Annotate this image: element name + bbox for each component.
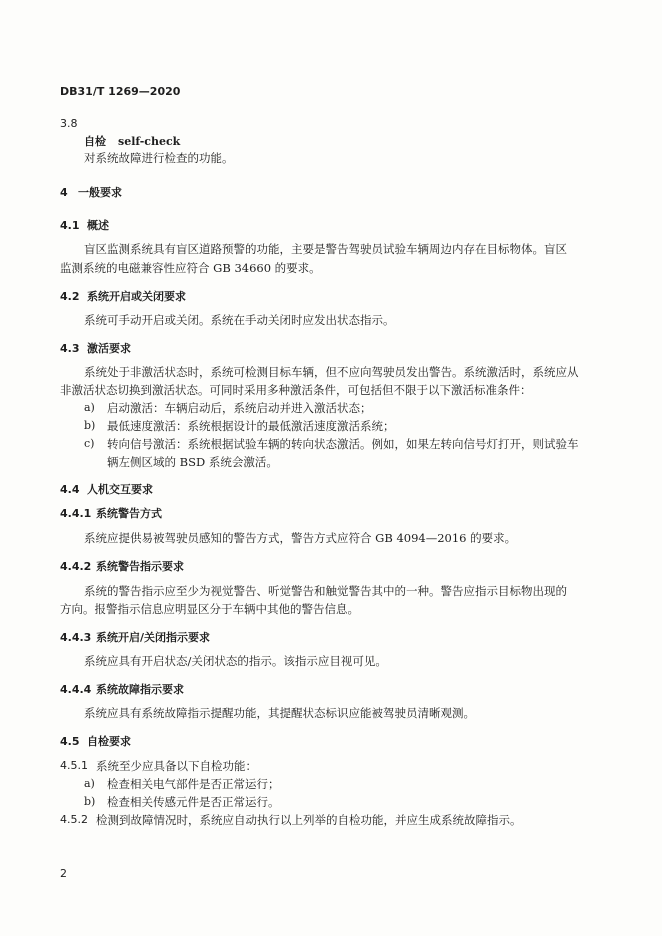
paragraph-line: 方向。报警指示信息应明显区分于车辆中其他的警告信息。 (60, 602, 359, 616)
paragraph-line: 系统至少应具备以下自检功能： (96, 759, 257, 773)
page-number: 2 (60, 867, 67, 880)
list-label: c) (84, 437, 95, 450)
list-label: b) (84, 795, 96, 808)
section-title: 系统警告指示要求 (96, 560, 184, 573)
paragraph-line: 非激活状态切换到激活状态。可同时采用多种激活条件，可包括但不限于以下激活标准条件： (60, 383, 532, 397)
list-item-text: 启动激活：车辆启动后，系统启动并进入激活状态； (107, 401, 372, 415)
section-number: 4.5 (60, 735, 80, 748)
list-item-text: 最低速度激活：系统根据设计的最低激活速度激活系统； (107, 419, 395, 433)
paragraph-line: 盲区监测系统具有盲区道路预警的功能，主要是警告驾驶员试验车辆周边内存在目标物体。盲区 (84, 242, 567, 256)
list-label: a) (84, 777, 95, 790)
section-number: 4.4.3 (60, 631, 92, 644)
clause-number: 4.5.1 (60, 759, 88, 772)
list-label: b) (84, 419, 96, 432)
section-title: 系统故障指示要求 (96, 683, 184, 696)
term-chinese: 自检 (84, 135, 106, 148)
paragraph-line: 系统的警告指示应至少为视觉警告、听觉警告和触觉警告其中的一种。警告应指示目标物出现的 (84, 584, 567, 598)
section-title: 人机交互要求 (87, 483, 153, 496)
section-title: 系统开启或关闭要求 (87, 290, 186, 303)
clause-number: 4.5.2 (60, 813, 88, 826)
paragraph-line: 系统可手动开启或关闭。系统在手动关闭时应发出状态指示。 (84, 313, 395, 327)
paragraph-line: 系统处于非激活状态时，系统可检测目标车辆，但不应向驾驶员发出警告。系统激活时，系统应从 (84, 365, 579, 379)
paragraph-line: 系统应具有系统故障指示提醒功能，其提醒状态标识应能被驾驶员清晰观测。 (84, 706, 475, 720)
section-number: 4.3 (60, 342, 80, 355)
section-number: 4 (60, 186, 68, 199)
paragraph-line: 系统应提供易被驾驶员感知的警告方式，警告方式应符合 GB 4094—2016 的要求。 (84, 531, 517, 545)
term-english: self-check (118, 135, 181, 148)
section-title: 激活要求 (87, 342, 131, 355)
section-number: 4.2 (60, 290, 80, 303)
section-title: 系统警告方式 (96, 507, 162, 520)
list-item-text: 转向信号激活：系统根据试验车辆的转向状态激活。例如，如果左转向信号灯打开，则试验车 (107, 437, 579, 451)
section-title: 自检要求 (87, 735, 131, 748)
section-number: 4.4.1 (60, 507, 92, 520)
section-number: 4.1 (60, 219, 80, 232)
paragraph-line: 检测到故障情况时，系统应自动执行以上列举的自检功能，并应生成系统故障指示。 (96, 813, 522, 827)
term-definition: 对系统故障进行检查的功能。 (84, 151, 234, 165)
section-number: 4.4.2 (60, 560, 92, 573)
list-item-text-continued: 辆左侧区域的 BSD 系统会激活。 (107, 455, 278, 469)
section-title: 系统开启/关闭指示要求 (96, 631, 211, 644)
list-label: a) (84, 401, 95, 414)
section-title: 概述 (87, 219, 109, 232)
clause-number: 3.8 (60, 117, 78, 130)
section-title: 一般要求 (78, 186, 122, 199)
section-number: 4.4.4 (60, 683, 92, 696)
paragraph-line: 系统应具有开启状态/关闭状态的指示。该指示应目视可见。 (84, 654, 387, 668)
list-item-text: 检查相关电气部件是否正常运行； (107, 777, 280, 791)
document-id: DB31/T 1269—2020 (60, 85, 181, 98)
list-item-text: 检查相关传感元件是否正常运行。 (107, 795, 280, 809)
paragraph-line: 监测系统的电磁兼容性应符合 GB 34660 的要求。 (60, 261, 321, 275)
section-number: 4.4 (60, 483, 80, 496)
